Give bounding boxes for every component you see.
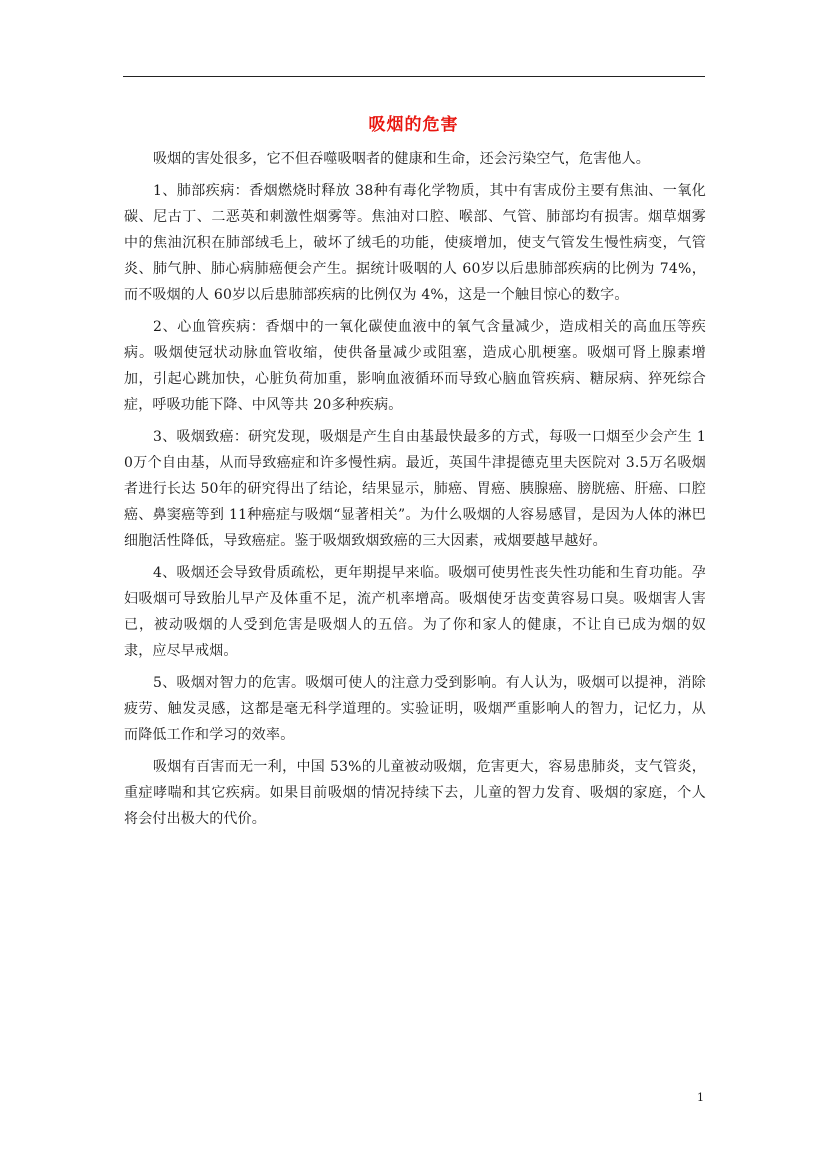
- paragraph-intelligence: 5、吸烟对智力的危害。吸烟可使人的注意力受到影响。有人认为，吸烟可以提神，消除疲劳、触发灵感，这都是毫无科学道理的。实验证明，吸烟严重影响人的智力，记忆力，从而降低工作和学习的效率。: [124, 675, 706, 743]
- intro-paragraph: 吸烟的害处很多，它不但吞噬吸咽者的健康和生命，还会污染空气，危害他人。: [153, 151, 650, 167]
- paragraph-osteoporosis: 4、吸烟还会导致骨质疏松，更年期提早来临。吸烟可使男性丧失性功能和生育功能。孕妇吸烟可导致胎儿早产及体重不足，流产机率增高。吸烟使牙齿变黄容易口臭。吸烟害人害已，被动吸烟的人受到危害是吸烟人的五倍。为了你和家人的健康，不让自已成为烟的奴隶，应尽早戒烟。: [124, 565, 706, 659]
- paragraph-lung-disease: 1、肺部疾病：香烟燃烧时释放 38种有毒化学物质，其中有害成份主要有焦油、一氧化碳、尼古丁、二恶英和刺激性烟雾等。焦油对口腔、喉部、气管、肺部均有损害。烟草烟雾中的焦油沉积在肺部绒毛上，破坏了绒毛的功能，使痰增加，使支气管发生慢性病变，气管炎、肺气肿、肺心病肺癌便会产生。据统计吸咽的人 60岁以后患肺部疾病的比例为 74%，而不吸烟的人 60岁以后患肺部疾病的比例仅为 4%，这是一个触目惊心的数字。: [124, 183, 706, 303]
- paragraph-cardiovascular: 2、心血管疾病：香烟中的一氧化碳使血液中的氧气含量减少，造成相关的高血压等疾病。吸烟使冠状动脉血管收缩，使供备量减少或阻塞，造成心肌梗塞。吸烟可肾上腺素增加，引起心跳加快，心脏负荷加重，影响血液循环而导致心脑血管疾病、糖尿病、猝死综合症，呼吸功能下降、中风等共 20多种疾病。: [124, 319, 706, 413]
- page-number: 1: [697, 1091, 704, 1104]
- header-rule: [123, 76, 705, 77]
- document-body: [124, 146, 706, 838]
- document-title: 吸烟的危害: [368, 115, 459, 135]
- paragraph-conclusion: 吸烟有百害而无一利，中国 53%的儿童被动吸烟，危害更大，容易患肺炎，支气管炎，重症哮喘和其它疾病。如果目前吸烟的情况持续下去，儿童的智力发育、吸烟的家庭，个人将会付出极大的代价。: [124, 759, 706, 827]
- paragraph-cancer: 3、吸烟致癌：研究发现，吸烟是产生自由基最快最多的方式，每吸一口烟至少会产生 10万个自由基，从而导致癌症和许多慢性病。最近，英国牛津提德克里夫医院对 3.5万名吸烟者进行长达 50年的研究得出了结论，结果显示，肺癌、胃癌、胰腺癌、膀胱癌、肝癌、口腔癌、鼻窦癌等到 11种癌症与吸烟“显著相关”。为什么吸烟的人容易感冒，是因为人体的淋巴细胞活性降低，导致癌症。鉴于吸烟致烟致癌的三大因素，戒烟要越早越好。: [124, 429, 706, 549]
